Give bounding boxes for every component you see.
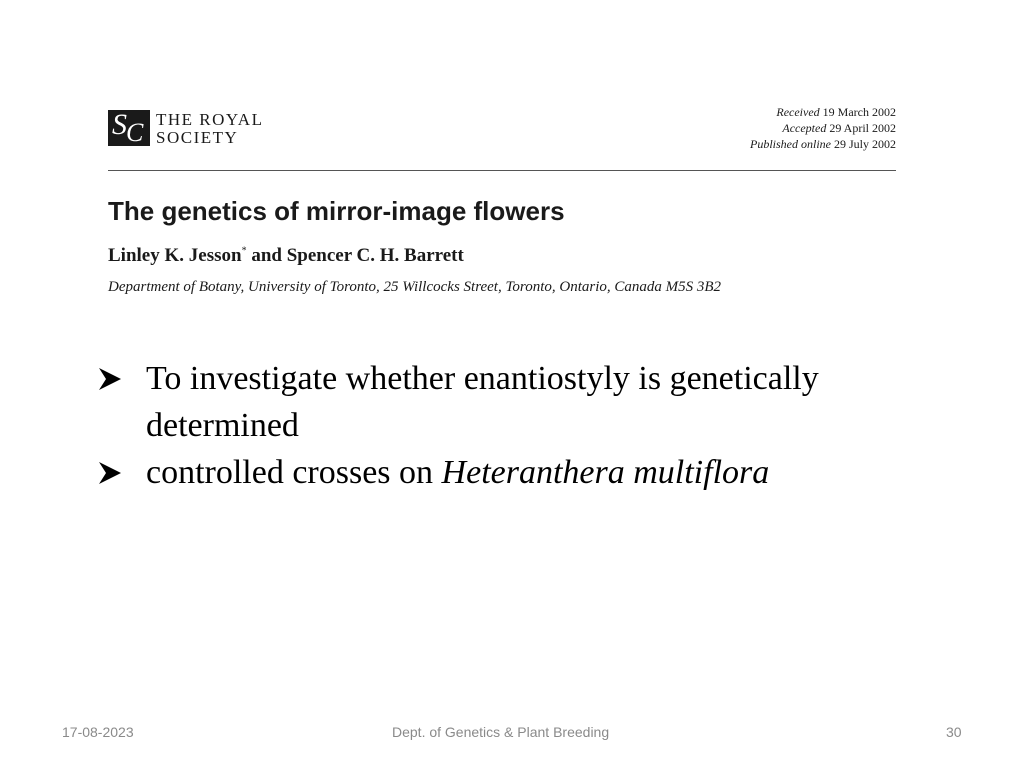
accepted-date [750,120,896,136]
royal-society-logo [108,110,278,150]
footer-department: Dept. of Genetics & Plant Breeding [392,724,610,740]
bullet-item-2 [96,449,956,496]
author-1: Linley K. Jesson [108,245,242,266]
author-2: Spencer C. H. Barrett [286,245,464,266]
arrow-bullet-icon [96,459,124,487]
footer-date: 17-08-2023 [62,724,134,740]
header-divider [108,170,896,171]
bullet-item-1 [96,355,956,449]
paper-affiliation: Department of Botany, University of Toronto, 25 Willcocks Street, Toronto, Ontario, Canada M5S 3B2 [108,279,722,295]
author-connector: and [246,245,287,266]
paper-authors [108,245,464,267]
logo-line-1: THE ROYAL [156,110,264,129]
accepted-label: Accepted [782,121,827,135]
bullet-list [96,355,956,496]
royal-society-monogram-icon: S C [108,110,150,146]
bullet-2-text: controlled crosses on [146,454,442,491]
logo-text [156,111,263,147]
logo-line-2: SOCIETY [156,128,239,147]
received-value: 19 March 2002 [822,105,896,119]
published-label: Published online [749,137,831,151]
arrow-bullet-icon [96,365,124,393]
received-date [750,104,896,120]
accepted-value: 29 April 2002 [829,121,896,135]
paper-title: The genetics of mirror-image flowers [108,196,565,226]
species-name: Heteranthera multiflora [441,454,770,491]
publication-dates [750,104,896,152]
published-value: 29 July 2002 [833,137,896,151]
slide-number: 30 [946,724,962,740]
bullet-1-text: To investigate whether enantiostyly is genetically determined [146,360,819,444]
received-label: Received [776,105,820,119]
published-date [750,136,896,152]
corresponding-author-marker: * [241,245,247,257]
